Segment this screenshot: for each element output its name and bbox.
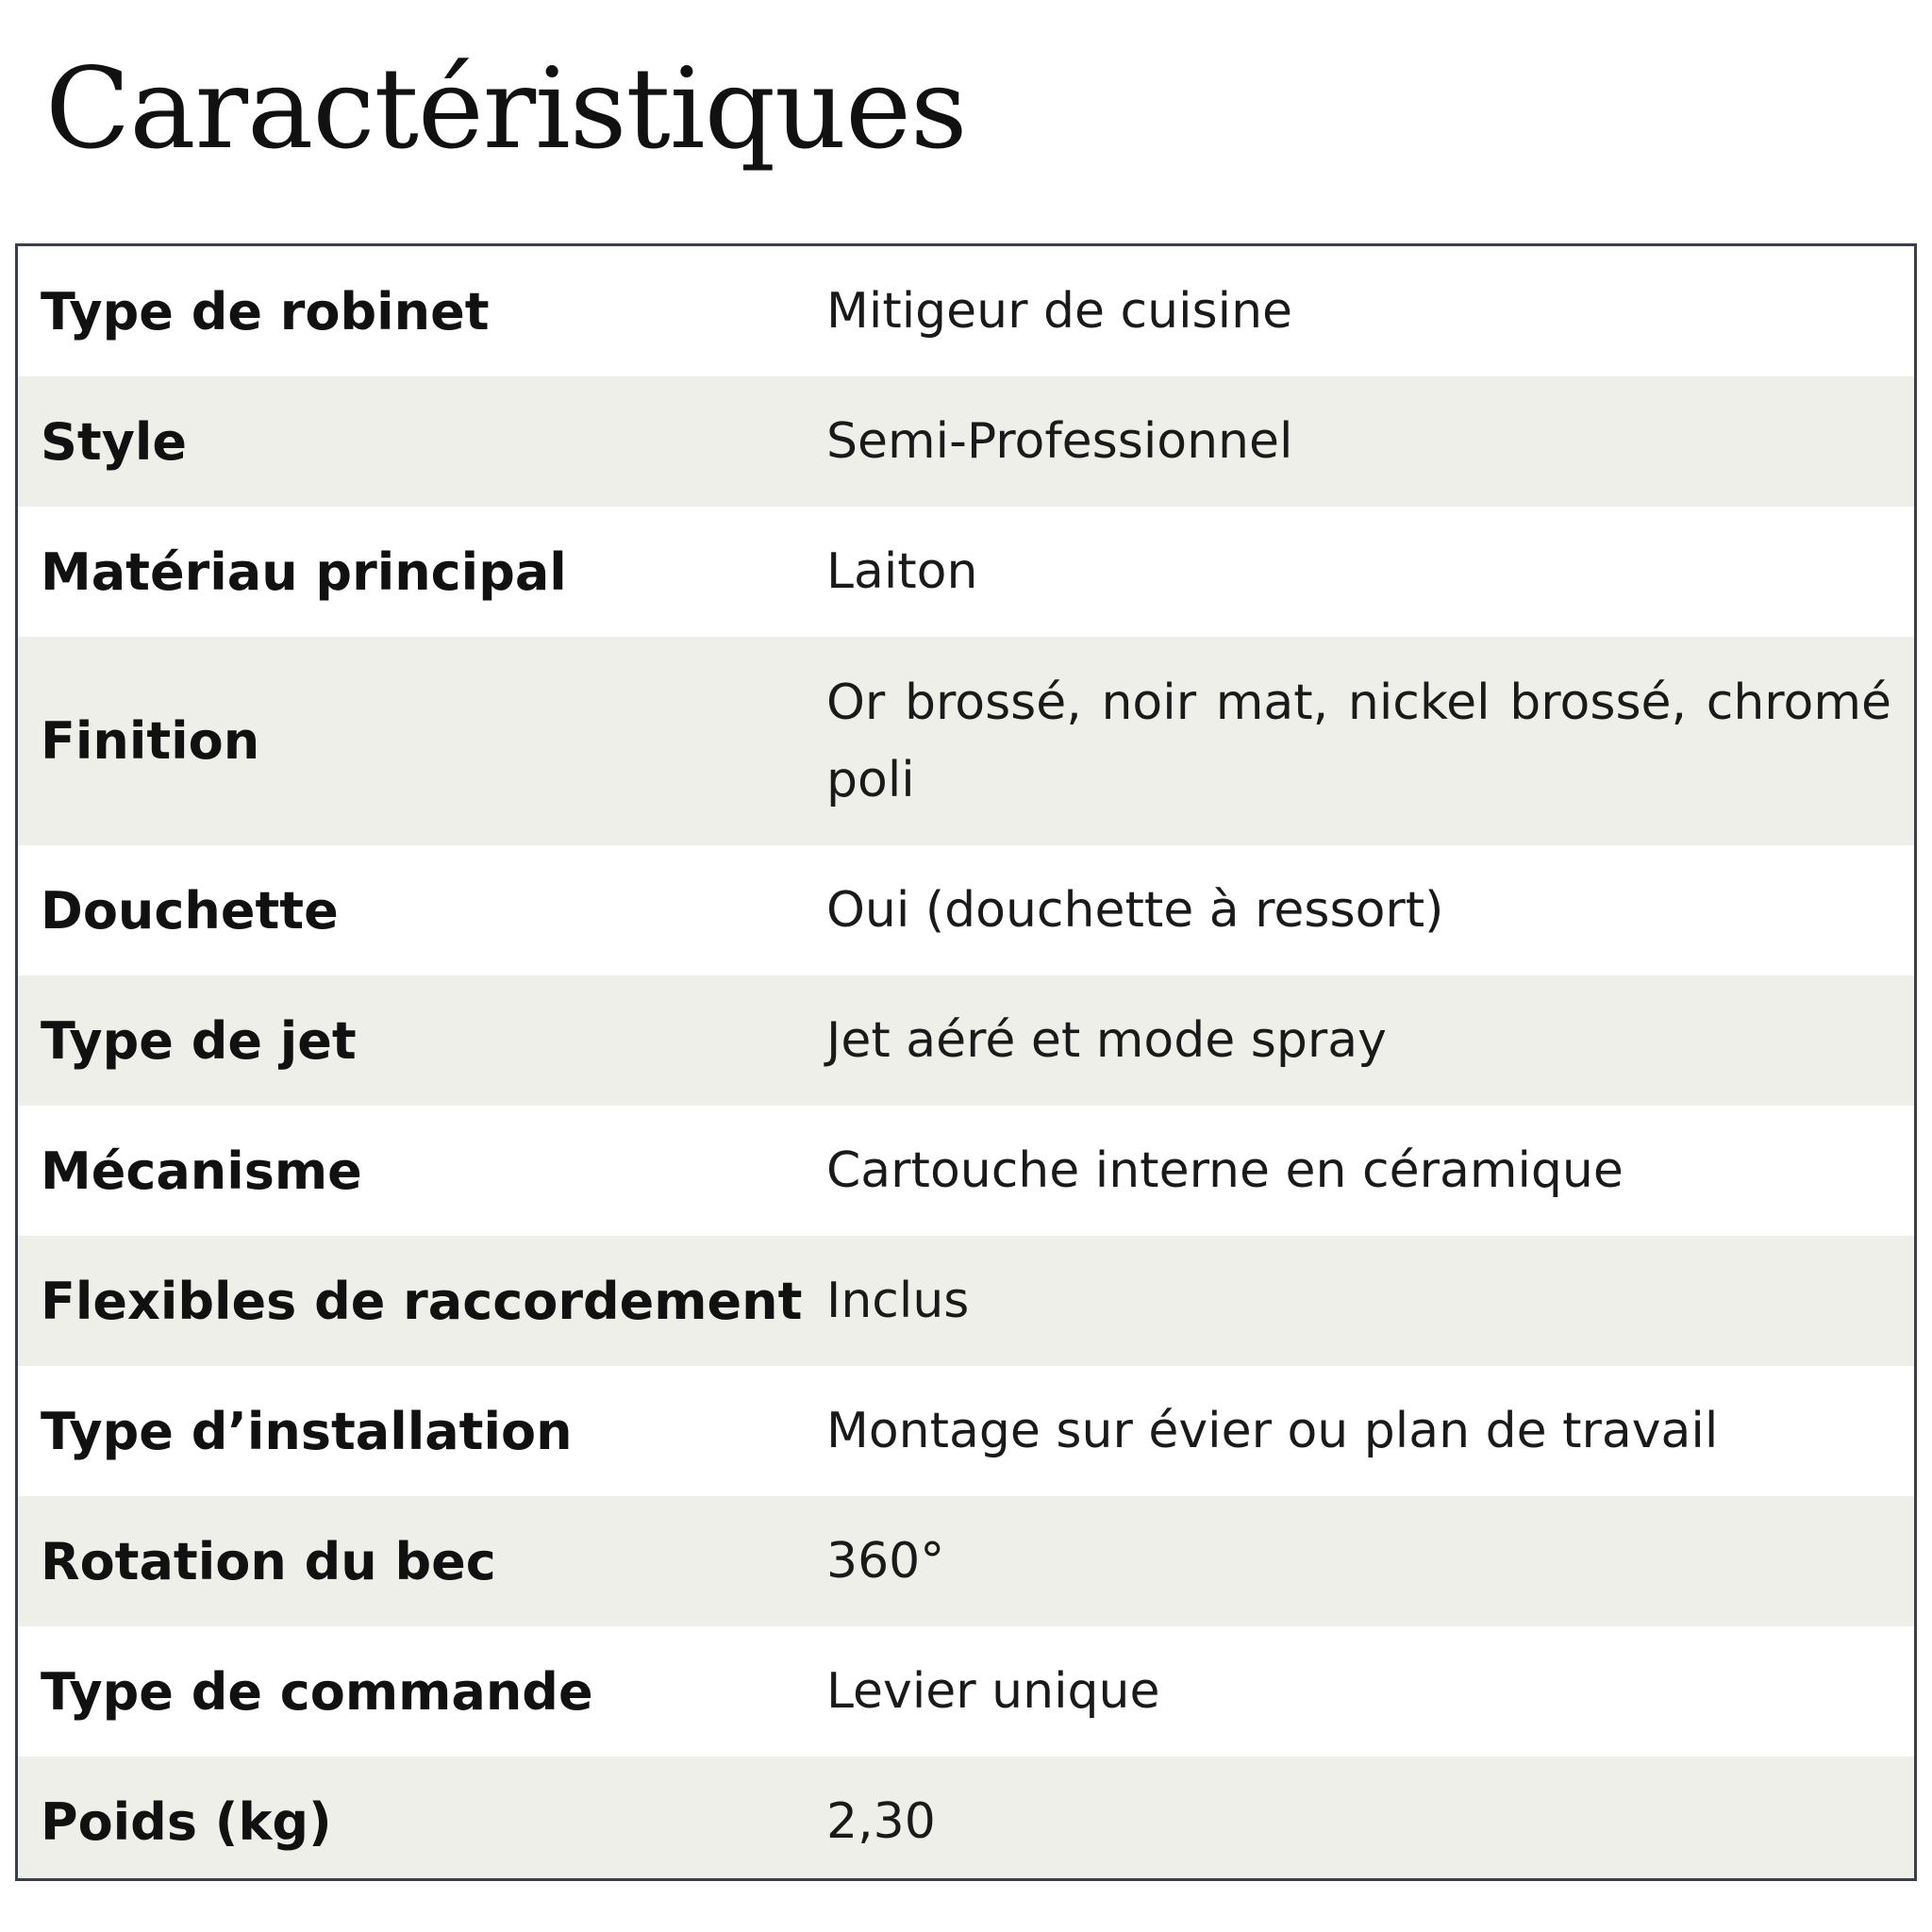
spec-value: Jet aéré et mode spray xyxy=(826,1012,1387,1069)
spec-label: Mécanisme xyxy=(41,1141,362,1201)
spec-label: Finition xyxy=(41,711,260,771)
spec-value: 2,30 xyxy=(826,1793,936,1850)
spec-row-rotation-du-bec xyxy=(18,1496,1914,1626)
spec-label: Type d’installation xyxy=(41,1401,573,1461)
spec-label: Type de commande xyxy=(41,1661,593,1722)
spec-row-style xyxy=(18,376,1914,507)
spec-value: Mitigeur de cuisine xyxy=(826,283,1293,340)
spec-label: Rotation du bec xyxy=(41,1531,496,1591)
specifications-rows xyxy=(18,246,1914,1878)
spec-row-flexibles-de-raccordement xyxy=(18,1236,1914,1366)
spec-label: Type de jet xyxy=(41,1010,357,1071)
spec-value: Inclus xyxy=(826,1273,970,1329)
spec-value: Oui (douchette à ressort) xyxy=(826,882,1444,939)
spec-value: Or brossé, noir mat, nickel brossé, chromé poli xyxy=(826,674,1891,808)
spec-label: Poids (kg) xyxy=(41,1791,332,1852)
spec-value: Cartouche interne en céramique xyxy=(826,1142,1624,1199)
spec-label: Matériau principal xyxy=(41,541,567,602)
spec-label: Style xyxy=(41,411,188,472)
spec-label: Douchette xyxy=(41,880,339,941)
spec-value: Montage sur évier ou plan de travail xyxy=(826,1403,1719,1459)
specifications-table xyxy=(15,243,1917,1881)
spec-row-materiau-principal xyxy=(18,507,1914,637)
spec-row-finition xyxy=(18,637,1914,845)
spec-value: Semi-Professionnel xyxy=(826,413,1293,470)
spec-label: Flexibles de raccordement xyxy=(41,1271,803,1331)
spec-row-type-de-commande xyxy=(18,1626,1914,1757)
spec-row-douchette xyxy=(18,845,1914,975)
page-title: Caractéristiques xyxy=(45,43,967,174)
spec-label: Type de robinet xyxy=(41,281,490,341)
spec-value: Laiton xyxy=(826,543,978,600)
spec-row-type-d-installation xyxy=(18,1366,1914,1496)
spec-row-poids xyxy=(18,1757,1914,1881)
spec-row-type-de-robinet xyxy=(18,246,1914,376)
spec-value: Levier unique xyxy=(826,1663,1160,1720)
spec-row-type-de-jet xyxy=(18,975,1914,1106)
spec-value: 360° xyxy=(826,1533,945,1590)
spec-row-mecanisme xyxy=(18,1106,1914,1236)
